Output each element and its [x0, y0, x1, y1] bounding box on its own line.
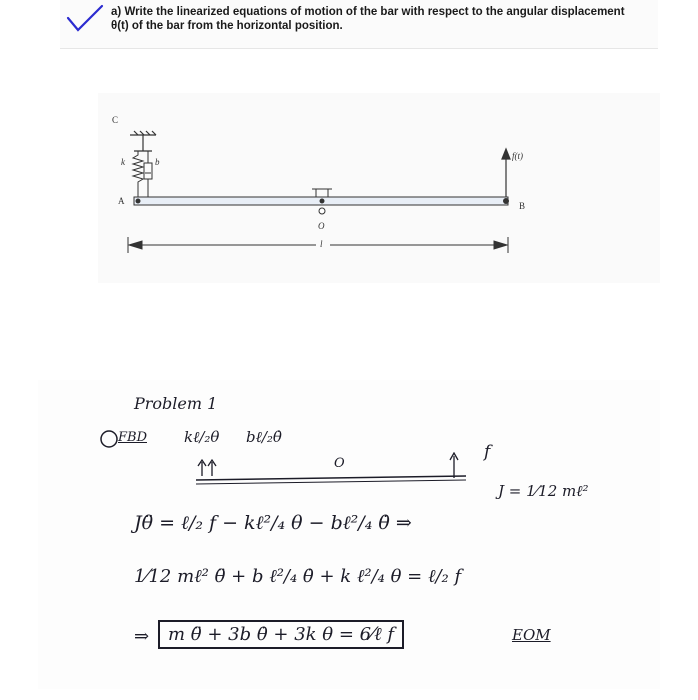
force-label: f [484, 442, 491, 462]
spring [133, 151, 143, 197]
question-line-1: Write the linearized equations of motion of the bar with respect to the angular displacement [124, 6, 625, 18]
fbd-label: FBD [118, 430, 147, 445]
bar-diagram [98, 93, 660, 283]
equation-1: Jθ̈ = ℓ/₂ f − kℓ²/₄ θ − bℓ²/₄ θ̇ ⇒ [134, 512, 412, 534]
fbd-sketch [188, 452, 488, 488]
label-a: A [118, 196, 125, 206]
label-b: b [155, 157, 160, 167]
question-text [111, 5, 641, 33]
equation-2: 1⁄12 mℓ² θ̈ + b ℓ²/₄ θ̇ + k ℓ²/₄ θ = ℓ/₂ f [134, 566, 462, 587]
equation-of-motion: m θ̈ + 3b θ̇ + 3k θ = 6⁄ℓ f [158, 620, 404, 649]
pin-a [136, 199, 141, 204]
label-c: C [112, 115, 119, 125]
label-k: k [121, 157, 125, 167]
bullet-circle-icon [98, 428, 120, 450]
label-o: O [318, 221, 325, 231]
handwritten-notes [38, 380, 660, 689]
question-label: a) [111, 6, 122, 18]
label-l: l [320, 239, 323, 249]
problem-title: Problem 1 [134, 394, 218, 413]
implies-arrow: ⇒ [134, 626, 150, 647]
damper [144, 151, 152, 197]
eom-label: EOM [512, 626, 551, 644]
label-b-point: B [519, 201, 526, 211]
pivot-label: O [334, 456, 345, 471]
question-line-2: θ(t) of the bar from the horizontal position. [111, 20, 343, 32]
ceiling-support [130, 131, 156, 151]
checkmark-icon [66, 4, 106, 32]
force-arrow [502, 149, 510, 197]
spring-force: kℓ/₂θ [184, 428, 220, 446]
damper-force: bℓ/₂θ̇ [246, 428, 282, 446]
inertia-formula: J = 1⁄12 mℓ² [498, 482, 589, 500]
dimension-line [128, 237, 508, 253]
point-b [503, 198, 509, 204]
label-f: f(t) [512, 151, 523, 161]
